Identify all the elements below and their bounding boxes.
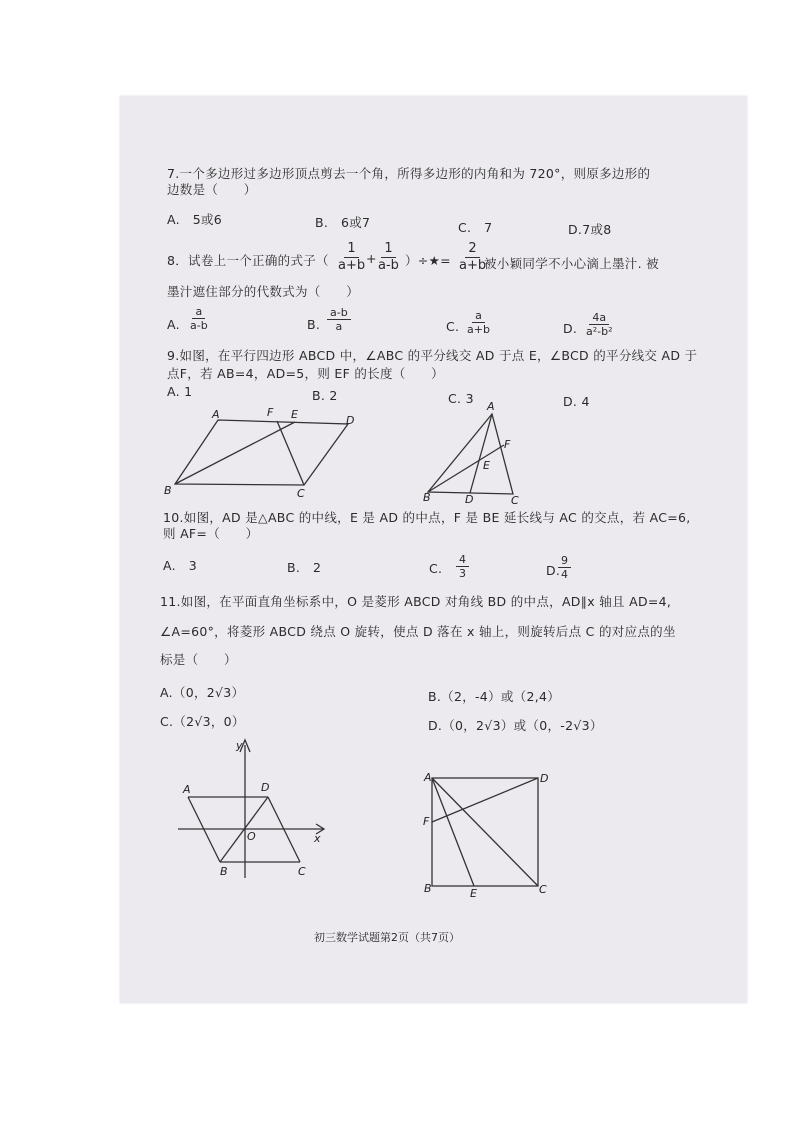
q10-option-c-den: 3 bbox=[459, 567, 466, 580]
q10-line1: 10.如图，AD 是△ABC 的中线，E 是 AD 的中点，F 是 BE 延长线与 AC 的交点，若 AC=6, bbox=[163, 510, 691, 525]
q9-fig1-label-e: E bbox=[291, 408, 298, 421]
q11-line1: 11.如图，在平面直角坐标系中，O 是菱形 ABCD 对角线 BD 的中点，AD∥x 轴且 AD=4, bbox=[160, 594, 672, 609]
q9-option-a: A. 1 bbox=[167, 384, 193, 399]
q10-option-d-label: D. bbox=[546, 563, 561, 578]
q10-option-d-num: 9 bbox=[558, 554, 571, 568]
q8-mid: ）÷★= bbox=[405, 253, 451, 268]
q9-option-b: B. 2 bbox=[312, 388, 338, 403]
q8-option-c-num: a bbox=[472, 309, 485, 323]
q11-fig1-label-d: D bbox=[261, 781, 270, 794]
q9-fig1-label-f: F bbox=[267, 406, 274, 419]
q11-fig2-label-d: D bbox=[540, 772, 549, 785]
q10-option-d-den: 4 bbox=[561, 568, 568, 581]
q7-option-a: A. 5或6 bbox=[167, 212, 223, 227]
q8-option-b-num: a-b bbox=[327, 306, 351, 320]
q7-line1: 7.一个多边形过多边形顶点剪去一个角，所得多边形的内角和为 720°，则原多边形的 bbox=[167, 166, 651, 181]
q10-fig-label-c: C bbox=[511, 494, 519, 507]
q11-fig1-label-y: y bbox=[236, 739, 243, 752]
q9-fig1-label-c: C bbox=[297, 487, 305, 500]
q11-option-b: B.（2，-4）或（2,4） bbox=[428, 689, 561, 704]
q8-fraction-1-num: 1 bbox=[344, 241, 358, 258]
q11-fig2-label-f: F bbox=[423, 815, 430, 828]
q11-fig1-label-c: C bbox=[298, 865, 306, 878]
q10-fig-label-a: A bbox=[487, 400, 495, 413]
q9-line2: 点F，若 AB=4，AD=5，则 EF 的长度（ ） bbox=[167, 366, 444, 381]
q11-fig2-label-e: E bbox=[470, 887, 477, 900]
q11-fig1-label-b: B bbox=[220, 865, 228, 878]
q11-fig2-label-c: C bbox=[539, 883, 547, 896]
q8-suffix: 被小颖同学不小心滴上墨汁. 被 bbox=[484, 256, 659, 271]
q8-option-c-label: C. bbox=[446, 319, 460, 334]
q11-fig2-label-b: B bbox=[424, 882, 432, 895]
q8-option-a-num: a bbox=[192, 305, 205, 319]
q8-fraction-3-den: a+b bbox=[459, 258, 487, 273]
page-footer: 初三数学试题第2页（共7页） bbox=[314, 931, 460, 944]
q11-line3: 标是（ ） bbox=[160, 652, 237, 667]
q8-fraction-3-num: 2 bbox=[465, 241, 479, 258]
q11-fig2-label-a: A bbox=[424, 771, 432, 784]
q9-fig1-label-a: A bbox=[212, 408, 220, 421]
q11-option-a: A.（0，2√3） bbox=[160, 685, 245, 700]
q8-fraction-2-den: a-b bbox=[378, 258, 399, 273]
q7-option-b: B. 6或7 bbox=[315, 215, 371, 230]
q8-option-d-num: 4a bbox=[589, 311, 609, 325]
q11-fig1-label-a: A bbox=[183, 783, 191, 796]
q9-option-d: D. 4 bbox=[563, 394, 590, 409]
q8-fraction-1-den: a+b bbox=[338, 258, 366, 273]
q11-option-c: C.（2√3，0） bbox=[160, 714, 245, 729]
q8-option-a-label: A. bbox=[167, 317, 180, 332]
q8-plus: + bbox=[366, 251, 377, 266]
q10-option-c-num: 4 bbox=[456, 553, 469, 567]
q11-fig1-label-x: x bbox=[314, 832, 321, 845]
q10-fig-label-e: E bbox=[483, 459, 490, 472]
q10-fig-label-f: F bbox=[504, 438, 511, 451]
q8-option-d-label: D. bbox=[563, 321, 578, 336]
q10-line2: 则 AF=（ ） bbox=[163, 526, 259, 541]
q10-fig-label-d: D bbox=[465, 493, 474, 506]
q9-fig1-label-d: D bbox=[346, 414, 355, 427]
q8-prefix: 8．试卷上一个正确的式子（ bbox=[167, 253, 329, 268]
q8-option-a-den: a-b bbox=[190, 319, 208, 332]
q9-option-c: C. 3 bbox=[448, 391, 474, 406]
q9-line1: 9.如图，在平行四边形 ABCD 中，∠ABC 的平分线交 AD 于点 E，∠BCD 的平分线交 AD 于 bbox=[167, 348, 698, 363]
q10-fig-label-b: B bbox=[423, 491, 431, 504]
q8-option-d-den: a²-b² bbox=[586, 325, 613, 338]
q10-option-b: B. 2 bbox=[287, 560, 322, 575]
q9-fig1-label-b: B bbox=[164, 484, 172, 497]
q8-option-c-den: a+b bbox=[467, 323, 490, 336]
q8-line2: 墨汁遮住部分的代数式为（ ） bbox=[167, 284, 360, 299]
q10-option-c-label: C. bbox=[429, 561, 443, 576]
q11-line2: ∠A=60°，将菱形 ABCD 绕点 O 旋转，使点 D 落在 x 轴上，则旋转后点 C 的对应点的坐 bbox=[160, 624, 676, 639]
q8-option-b-label: B. bbox=[307, 317, 321, 332]
q7-option-d: D.7或8 bbox=[568, 222, 612, 237]
q8-fraction-2-num: 1 bbox=[381, 241, 395, 258]
q8-option-b-den: a bbox=[335, 320, 343, 333]
q11-fig1-label-o: O bbox=[247, 830, 256, 843]
q10-option-a: A. 3 bbox=[163, 558, 197, 573]
q7-line2: 边数是（ ） bbox=[167, 182, 257, 197]
q7-option-c: C. 7 bbox=[458, 220, 493, 235]
q11-option-d: D.（0，2√3）或（0，-2√3） bbox=[428, 718, 603, 733]
